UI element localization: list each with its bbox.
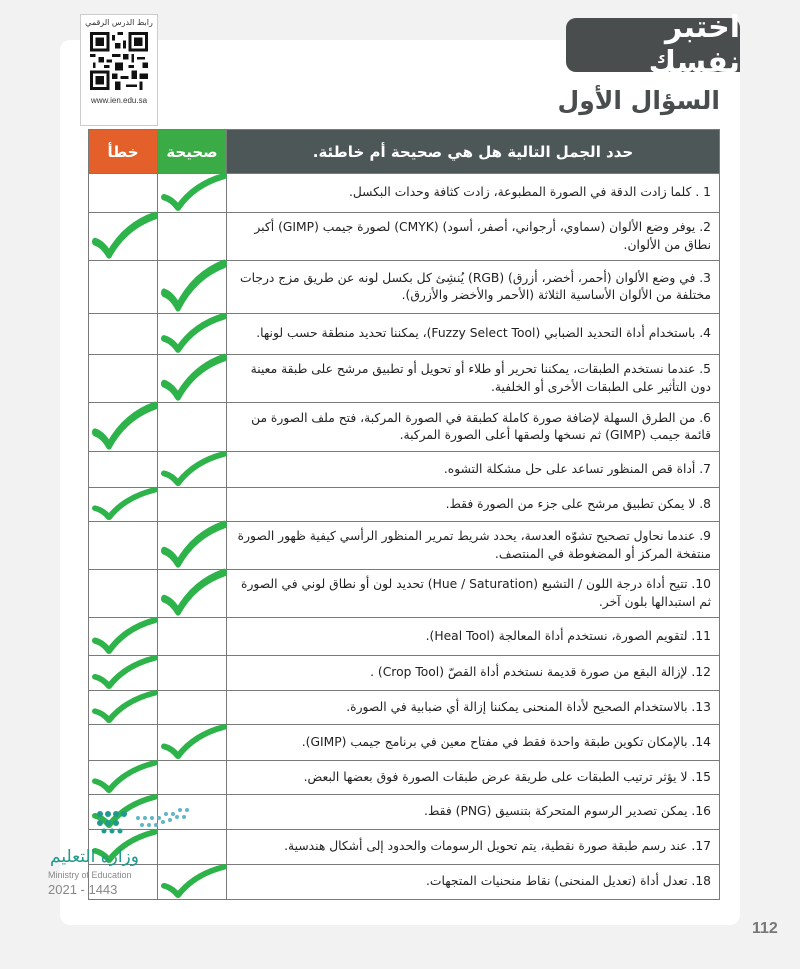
statement-cell: 9. عندما نحاول تصحيح تشوّه العدسة، يحدد شريط تمرير المنظور الرأسي كيفية ظهور الصورة منتفخة المركز أو المضغوطة في المنتصف.: [227, 522, 720, 570]
check-mark-icon: [89, 213, 158, 260]
check-mark-icon: [89, 691, 158, 724]
statement-cell: 15. لا يؤثر ترتيب الطبقات على طريقة عرض طبقات الصورة فوق بعضها البعض.: [227, 761, 720, 795]
false-answer-cell[interactable]: [89, 261, 158, 314]
false-answer-cell[interactable]: [89, 314, 158, 355]
true-answer-cell[interactable]: [158, 452, 227, 488]
statement-cell: 16. يمكن تصدير الرسوم المتحركة بتنسيق (PNG) فقط.: [227, 795, 720, 830]
true-answer-cell[interactable]: [158, 522, 227, 570]
ministry-logo: [40, 806, 200, 896]
true-answer-cell[interactable]: [158, 691, 227, 725]
qr-label: رابط الدرس الرقمي: [85, 18, 153, 27]
statement-cell: 14. بالإمكان تكوين طبقة واحدة فقط في مفتاح معين في برنامج جيمب (GIMP).: [227, 725, 720, 761]
statement-cell: 2. يوفر وضع الألوان (سماوي، أرجواني، أصفر، أسود) (CMYK) لصورة جيمب (GIMP) أكبر نطاق من الألوان.: [227, 213, 720, 261]
true-answer-cell[interactable]: [158, 314, 227, 355]
true-answer-cell[interactable]: [158, 174, 227, 213]
table-body: [89, 174, 720, 900]
qr-code-icon: [90, 32, 148, 90]
ministry-name-english: Ministry of Education: [48, 870, 132, 880]
false-answer-cell[interactable]: [89, 656, 158, 691]
false-answer-cell[interactable]: [89, 213, 158, 261]
statement-cell: 7. أداة قص المنظور تساعد على حل مشكلة التشوه.: [227, 452, 720, 488]
table-row: [89, 522, 720, 570]
header-false: خطأ: [89, 130, 158, 174]
ministry-dots-icon: [92, 806, 192, 836]
check-mark-icon: [89, 403, 158, 451]
true-answer-cell[interactable]: [158, 656, 227, 691]
header-true: صحيحة: [158, 130, 227, 174]
statement-cell: 18. تعدل أداة (تعديل المنحنى) نقاط منحنيات المتجهات.: [227, 865, 720, 900]
check-mark-icon: [158, 570, 227, 617]
table-row: [89, 656, 720, 691]
ministry-name-arabic: وزارة التعليم: [50, 847, 139, 867]
table-row: [89, 570, 720, 618]
false-answer-cell[interactable]: [89, 488, 158, 522]
false-answer-cell[interactable]: [89, 355, 158, 403]
statement-cell: 1 . كلما زادت الدقة في الصورة المطبوعة، زادت كثافة وحدات البكسل.: [227, 174, 720, 213]
check-mark-icon: [158, 314, 227, 354]
qr-code-panel[interactable]: [80, 14, 158, 126]
false-answer-cell[interactable]: [89, 452, 158, 488]
false-answer-cell[interactable]: [89, 522, 158, 570]
check-mark-icon: [89, 618, 158, 655]
table-row: [89, 314, 720, 355]
false-answer-cell[interactable]: [89, 570, 158, 618]
check-mark-icon: [158, 261, 227, 313]
statement-cell: 13. بالاستخدام الصحيح لأداة المنحنى يمكننا إزالة أي ضبابية في الصورة.: [227, 691, 720, 725]
statement-cell: 5. عندما نستخدم الطبقات، يمكننا تحرير أو طلاء أو تحويل أو تطبيق مرشح على طبقة معينة دون التأثير على الطبقات الأخرى أو الخلفية.: [227, 355, 720, 403]
table-row: [89, 213, 720, 261]
question-title: السؤال الأول: [557, 86, 720, 115]
check-mark-icon: [158, 522, 227, 569]
true-false-table: [88, 129, 720, 900]
statement-cell: 8. لا يمكن تطبيق مرشح على جزء من الصورة فقط.: [227, 488, 720, 522]
check-mark-icon: [89, 761, 158, 794]
test-yourself-badge: اختبر نفسك: [566, 18, 740, 72]
ministry-year: 2021 - 1443: [48, 882, 118, 897]
check-mark-icon: [158, 174, 227, 212]
true-answer-cell[interactable]: [158, 355, 227, 403]
table-row: [89, 174, 720, 213]
table-row: [89, 618, 720, 656]
table-row: [89, 725, 720, 761]
check-mark-icon: [158, 725, 227, 760]
statement-cell: 3. في وضع الألوان (أحمر، أخضر، أزرق) (RGB) يُنشِئ كل بكسل لونه عن طريق مزج درجات مختلفة من الألوان الأساسية الثلاثة (الأحمر والأخضر والأزرق).: [227, 261, 720, 314]
check-mark-icon: [158, 355, 227, 402]
table-row: [89, 261, 720, 314]
check-mark-icon: [89, 488, 158, 521]
statement-cell: 17. عند رسم طبقة صورة نقطية، يتم تحويل الرسومات والحدود إلى أشكال هندسية.: [227, 830, 720, 865]
statement-cell: 12. لإزالة البقع من صورة قديمة نستخدم أداة القصّ (Crop Tool) .: [227, 656, 720, 691]
false-answer-cell[interactable]: [89, 725, 158, 761]
statement-cell: 6. من الطرق السهلة لإضافة صورة كاملة كطبقة في الصورة المركبة، فتح ملف الصورة من قائمة جيمب (GIMP) ثم نسخها ولصقها أعلى الصورة المركبة.: [227, 403, 720, 452]
false-answer-cell[interactable]: [89, 403, 158, 452]
table-row: [89, 691, 720, 725]
table-row: [89, 355, 720, 403]
table-row: [89, 761, 720, 795]
true-answer-cell[interactable]: [158, 725, 227, 761]
true-answer-cell[interactable]: [158, 213, 227, 261]
statement-cell: 11. لتقويم الصورة، نستخدم أداة المعالجة (Heal Tool).: [227, 618, 720, 656]
statement-cell: 10. تتيح أداة درجة اللون / التشبع (Hue / Saturation) تحديد لون أو نطاق لوني في الصورة ثم استبدالها بلون آخر.: [227, 570, 720, 618]
check-mark-icon: [158, 452, 227, 487]
false-answer-cell[interactable]: [89, 691, 158, 725]
page-number: 112: [752, 920, 778, 937]
false-answer-cell[interactable]: [89, 174, 158, 213]
true-answer-cell[interactable]: [158, 761, 227, 795]
true-answer-cell[interactable]: [158, 261, 227, 314]
table-header-row: [89, 130, 720, 174]
true-answer-cell[interactable]: [158, 403, 227, 452]
false-answer-cell[interactable]: [89, 618, 158, 656]
true-answer-cell[interactable]: [158, 618, 227, 656]
table-row: [89, 452, 720, 488]
true-answer-cell[interactable]: [158, 570, 227, 618]
header-statement: حدد الجمل التالية هل هي صحيحة أم خاطئة.: [227, 130, 720, 174]
table-row: [89, 488, 720, 522]
table-row: [89, 403, 720, 452]
qr-url[interactable]: www.ien.edu.sa: [90, 96, 148, 105]
true-answer-cell[interactable]: [158, 488, 227, 522]
statement-cell: 4. باستخدام أداة التحديد الضبابي (Fuzzy Select Tool)، يمكننا تحديد منطقة حسب لونها.: [227, 314, 720, 355]
false-answer-cell[interactable]: [89, 761, 158, 795]
check-mark-icon: [89, 656, 158, 690]
